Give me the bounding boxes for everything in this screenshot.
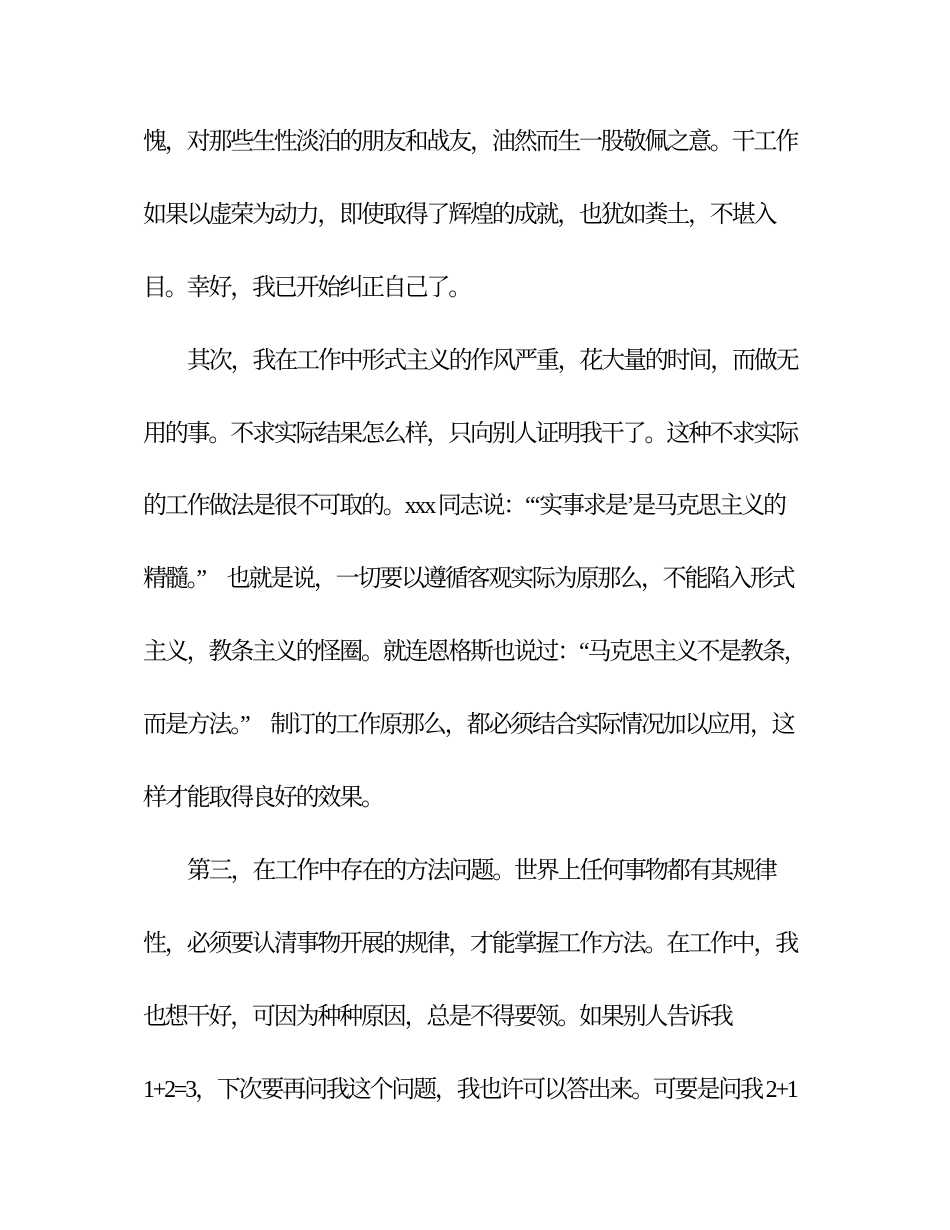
text-line: 愧，对那些生性淡泊的朋友和战友，油然而生一股敬佩之意。干工作 [143,129,797,155]
text-line: 主义，教条主义的怪圈。就连恩格斯也说过：“马克思主义不是教条， [143,639,806,666]
text-line: 的工作做法是很不可取的。xxx 同志说：“‘实事求是’是马克思主义的 [143,493,785,520]
text-line: 也想干好，可因为种种原因，总是不得要领。如果别人告诉我 [143,1003,732,1030]
text-line: 性，必须要认清事物开展的规律，才能掌握工作方法。在工作中，我 [143,930,797,957]
text-line: 样才能取得良好的效果。 [143,785,383,812]
text-line: 精髓。” 也就是说，一切要以遵循客观实际为原那么，不能陷入形式 [143,566,794,593]
text-line: 1+2=3，下次要再问我这个问题，我也许可以答出来。可要是问我 2+1 [143,1076,797,1103]
text-line: 目。幸好，我已开始纠正自己了。 [143,274,470,301]
text-line: 用的事。不求实际结果怎么样，只向别人证明我干了。这种不求实际 [143,420,797,447]
text-line-paragraph-start: 第三，在工作中存在的方法问题。世界上任何事物都有其规律 [187,857,776,884]
document-body [143,106,843,1126]
text-line: 如果以虚荣为动力，即使取得了辉煌的成就，也犹如粪土，不堪入 [143,201,776,228]
text-line: 而是方法。” 制订的工作原那么，都必须结合实际情况加以应用，这 [143,712,794,739]
text-line-paragraph-start: 其次，我在工作中形式主义的作风严重，花大量的时间，而做无 [187,347,798,374]
